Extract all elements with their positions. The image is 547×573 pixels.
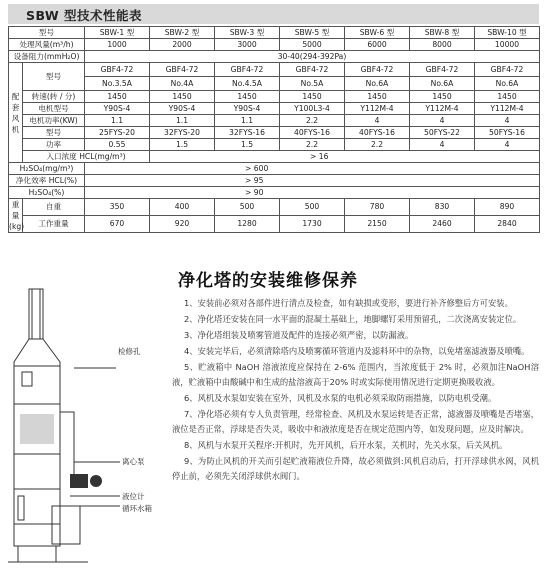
self-weight-cell: 890	[475, 199, 540, 216]
note-item: 6、风机及水泵如安装在室外，风机及水泵的电机必须采取防雨措施，以防电机受潮。	[184, 393, 497, 403]
self-weight-cell: 500	[280, 199, 345, 216]
tower-diagram	[8, 284, 198, 569]
self-weight-cell: 830	[410, 199, 475, 216]
speed-cell: 1450	[410, 91, 475, 103]
h2so4-in-value: > 600	[85, 163, 540, 175]
fan-model-no: No.5A	[280, 77, 345, 91]
fan-group-label: 配套风机	[9, 63, 23, 163]
work-weight-cell: 670	[85, 216, 150, 233]
label-pump: 离心泵	[122, 457, 145, 466]
motor-cell: Y90S-4	[150, 103, 215, 115]
fan-model-no: No.6A	[475, 77, 540, 91]
fan-model-cell: GBF4-72	[85, 63, 150, 77]
model-cell: SBW-6 型	[345, 27, 410, 39]
row-resistance	[9, 51, 540, 63]
power-cell: 1.1	[150, 115, 215, 127]
maintenance-notes	[172, 296, 539, 485]
spec-table	[8, 26, 540, 233]
model-cell: SBW-3 型	[215, 27, 280, 39]
hcl-eff-value: > 95	[85, 175, 540, 187]
fan-model-no: No.4.5A	[215, 77, 280, 91]
label-level-gauge: 液位计	[122, 492, 145, 501]
fan-model-cell: GBF4-72	[410, 63, 475, 77]
pump-power-cell: 1.5	[215, 139, 280, 151]
fan-model-cell: GBF4-72	[215, 63, 280, 77]
self-weight-cell: 500	[215, 199, 280, 216]
work-weight-cell: 2840	[475, 216, 540, 233]
fan-model-cell: GBF4-72	[280, 63, 345, 77]
row-speed	[9, 91, 540, 103]
pump-power-label: 功率	[23, 139, 85, 151]
weight-group-label: 重量(kg)	[9, 200, 25, 231]
row-model	[9, 27, 540, 39]
self-weight-label: 自重	[23, 199, 85, 216]
power-cell: 4	[345, 115, 410, 127]
motor-cell: Y112M-4	[345, 103, 410, 115]
model-cell: SBW-5 型	[280, 27, 345, 39]
airflow-cell: 8000	[410, 39, 475, 51]
airflow-cell: 1000	[85, 39, 150, 51]
work-weight-label: 工作重量	[23, 216, 85, 233]
label-manhole: 检修孔	[118, 347, 141, 356]
row-power	[9, 115, 540, 127]
h2so4-eff-label: H₂SO₄(%)	[9, 187, 85, 199]
h2so4-in-label: H₂SO₄(mg/m³)	[9, 163, 85, 175]
fan-model-no: No.3.5A	[85, 77, 150, 91]
airflow-cell: 10000	[475, 39, 540, 51]
title-banner	[8, 4, 539, 24]
pump-model-cell: 25FYS-20	[85, 127, 150, 139]
self-weight-cell: 350	[85, 199, 150, 216]
speed-cell: 1450	[215, 91, 280, 103]
model-cell: SBW-2 型	[150, 27, 215, 39]
resistance-value: 30-40(294-392Pa)	[85, 51, 540, 63]
note-item: 8、风机与水泵开关程序:开机时，先开风机，后开水泵，关机时，先关水泵，后关风机。	[184, 440, 508, 450]
pump-power-cell: 2.2	[345, 139, 410, 151]
work-weight-cell: 920	[150, 216, 215, 233]
note-item: 2、净化塔还安装在同一水平面的混凝土基础上，地脚螺钉采用预留孔，二次浇离安装定位。	[184, 314, 522, 324]
motor-label: 电机型号	[23, 103, 85, 115]
inlet-group-label	[23, 151, 150, 163]
motor-cell: Y90S-4	[215, 103, 280, 115]
fan-model-cell: GBF4-72	[475, 63, 540, 77]
pump-power-cell: 1.5	[150, 139, 215, 151]
label-tank: 循环水箱	[122, 504, 152, 513]
pump-power-cell: 2.2	[280, 139, 345, 151]
fan-model-cell: GBF4-72	[150, 63, 215, 77]
row-pump-power	[9, 139, 540, 151]
airflow-cell: 3000	[215, 39, 280, 51]
inlet-group-text: 入口浓度	[46, 151, 77, 161]
row-fan-model-bottom	[9, 77, 540, 91]
fan-model-no: No.6A	[345, 77, 410, 91]
work-weight-cell: 2460	[410, 216, 475, 233]
hcl-in-label: HCL(mg/m³)	[79, 151, 126, 161]
hcl-in-value: > 16	[150, 151, 540, 163]
speed-label: 转速(转 / 分)	[23, 91, 85, 103]
pump-model-cell: 40FYS-16	[280, 127, 345, 139]
motor-cell: Y112M-4	[410, 103, 475, 115]
fan-model-cell: GBF4-72	[345, 63, 410, 77]
pump-power-cell: 4	[410, 139, 475, 151]
motor-cell: Y112M-4	[475, 103, 540, 115]
speed-cell: 1450	[475, 91, 540, 103]
work-weight-cell: 1730	[280, 216, 345, 233]
pump-model-cell: 32FYS-20	[150, 127, 215, 139]
h2so4-eff-value: > 90	[85, 187, 540, 199]
power-cell: 1.1	[85, 115, 150, 127]
fan-model-no: No.4A	[150, 77, 215, 91]
note-item: 1、安装前必须对各部件进行清点及检查，如有缺损或变形，要进行补齐修整后方可安装。	[184, 298, 513, 308]
eff-group-label	[9, 175, 85, 187]
row-work-weight	[9, 216, 540, 233]
airflow-cell: 2000	[150, 39, 215, 51]
note-item: 4、安装完毕后，必须清除塔内及喷雾循环管道内及滤料环中的杂物，以免堵塞滤液器及喷嘴。	[184, 346, 530, 356]
pump-model-cell: 50FYS-16	[475, 127, 540, 139]
tower-drawing	[8, 284, 198, 569]
note-item: 7、净化塔必须有专人负责管理，经常检查、风机及水泵运转是否正常，滤液器及喷嘴是否堵塞，液位是否正常，浮球是否失灵，吸收中和液浓度是否在规定范围内等，如发现问题，应及时解决。	[172, 409, 539, 434]
power-cell: 2.2	[280, 115, 345, 127]
note-item: 5、贮液箱中 NaOH 溶液浓度应保持在 2-6% 范围内，当浓度低于 2% 时，必须加注NaOH溶液，贮液箱中由酸碱中和生成的盐溶液高于20% 时或实际使用情况进行定期更换吸收液。	[172, 362, 539, 387]
self-weight-cell: 780	[345, 199, 410, 216]
row-airflow	[9, 39, 540, 51]
fan-model-no: No.6A	[410, 77, 475, 91]
power-cell: 1.1	[215, 115, 280, 127]
speed-cell: 1450	[280, 91, 345, 103]
row-pump-model	[9, 127, 540, 139]
pump-model-label: 型号	[23, 127, 85, 139]
resistance-label: 设备阻力(mmH₂O)	[9, 51, 85, 63]
work-weight-cell: 1280	[215, 216, 280, 233]
section-title: 净化塔的安装维修保养	[178, 271, 358, 291]
note-item: 3、净化塔组装及喷雾管道及配件的连接必须严密，以防漏液。	[184, 330, 414, 340]
power-label: 电机功率(KW)	[23, 115, 85, 127]
row-motor	[9, 103, 540, 115]
pump-power-cell: 0.55	[85, 139, 150, 151]
model-label: 型号	[9, 27, 85, 39]
note-item: 9、为防止风机的开关而引起贮液箱液位升降，故必须做到:风机启动后，打开浮球供水阀，风机停止前，必须先关闭浮球供水阀门。	[172, 456, 539, 481]
row-self-weight	[9, 199, 540, 216]
speed-cell: 1450	[345, 91, 410, 103]
eff-group-text: 净化效率	[15, 175, 47, 185]
row-h2so4-eff	[9, 187, 540, 199]
fan-model-label: 型号	[23, 63, 85, 91]
model-cell: SBW-1 型	[85, 27, 150, 39]
airflow-cell: 5000	[280, 39, 345, 51]
pump-model-cell: 32FYS-16	[215, 127, 280, 139]
row-h2so4-inlet	[9, 163, 540, 175]
pump-model-cell: 50FYS-22	[410, 127, 475, 139]
power-cell: 4	[475, 115, 540, 127]
airflow-label: 处理风量(m³/h)	[9, 39, 85, 51]
model-cell: SBW-10 型	[475, 27, 540, 39]
pump-model-cell: 40FYS-16	[345, 127, 410, 139]
work-weight-cell: 2150	[345, 216, 410, 233]
motor-cell: Y100L3-4	[280, 103, 345, 115]
pump-power-cell: 4	[475, 139, 540, 151]
speed-cell: 1450	[150, 91, 215, 103]
motor-cell: Y90S-4	[85, 103, 150, 115]
self-weight-cell: 400	[150, 199, 215, 216]
airflow-cell: 6000	[345, 39, 410, 51]
hcl-eff-label: HCL(%)	[48, 175, 78, 185]
row-hcl-eff	[9, 175, 540, 187]
row-hcl-inlet	[9, 151, 540, 163]
speed-cell: 1450	[85, 91, 150, 103]
model-cell: SBW-8 型	[410, 27, 475, 39]
table-title: SBW 型技术性能表	[26, 8, 142, 23]
power-cell: 4	[410, 115, 475, 127]
row-fan-model-top	[9, 63, 540, 77]
